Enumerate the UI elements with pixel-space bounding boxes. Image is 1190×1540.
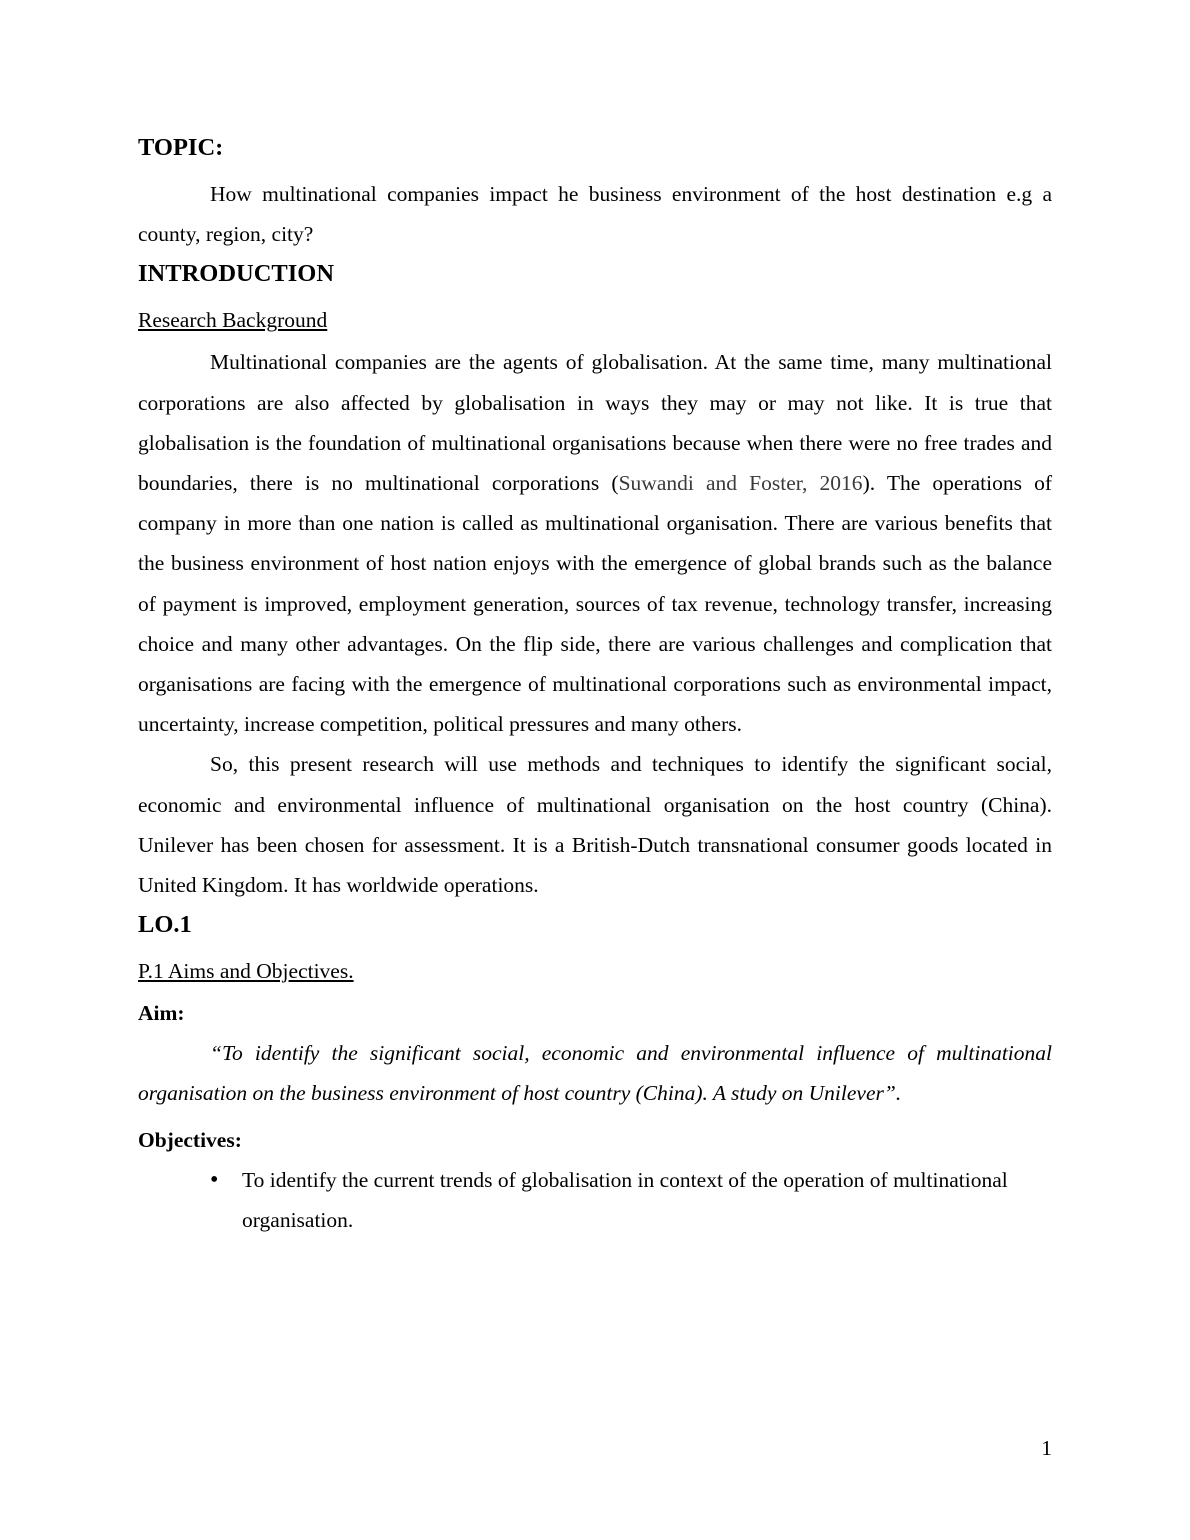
objectives-list — [138, 1160, 1052, 1240]
p1-aims-objectives-subheading: P.1 Aims and Objectives. — [138, 959, 354, 984]
introduction-heading: INTRODUCTION — [138, 260, 335, 288]
lo1-heading: LO.1 — [138, 911, 192, 939]
aim-statement: “To identify the significant social, economic and environmental influence of multinational organisation on the business environment of host country (China). A study on Unilever”. — [138, 1041, 1052, 1106]
page-number: 1 — [1041, 1436, 1052, 1460]
list-item: • To identify the current trends of globalisation in context of the operation of multinational organisation. — [210, 1160, 1052, 1240]
document-body — [138, 128, 1052, 1240]
research-background-paragraph-2: So, this present research will use methods and techniques to identify the significant social, economic and environmental influence of multinational organisation on the host country (China). Unilever has been chosen for assessment. It is a British-Dutch transnational consumer goods located in United Kingdom. It has worldwide operations. — [138, 752, 1052, 898]
research-background-paragraph-1 — [138, 342, 1052, 744]
research-background-text-b: ). The operations of company in more than one nation is called as multinational organisation. There are various benefits that the business environment of host nation enjoys with the emergence of global brands such as the balance of payment is improved, employment generation, sources of tax revenue, technology transfer, increasing choice and many other advantages. On the flip side, there are various challenges and complication that organisations are facing with the emergence of multinational corporations such as environmental impact, uncertainty, increase competition, political pressures and many others. — [138, 471, 1053, 737]
objectives-label: Objectives: — [138, 1127, 242, 1152]
aim-label: Aim: — [138, 1001, 185, 1026]
topic-paragraph: How multinational companies impact he business environment of the host destination e.g a county, region, city? — [138, 182, 1052, 247]
topic-heading: TOPIC: — [138, 134, 224, 161]
citation-suwandi-foster: Suwandi and Foster, 2016 — [618, 471, 863, 496]
research-background-text-a: Multinational companies are the agents of globalisation. At the same time, many multinational corporations are also affected by globalisation in ways they may or may not like. It is true that globalisation is the foundation of multinational organisations because when there were no free trades and boundaries, there is no multinational corporations ( — [138, 350, 1052, 496]
research-background-subheading: Research Background — [138, 308, 328, 333]
